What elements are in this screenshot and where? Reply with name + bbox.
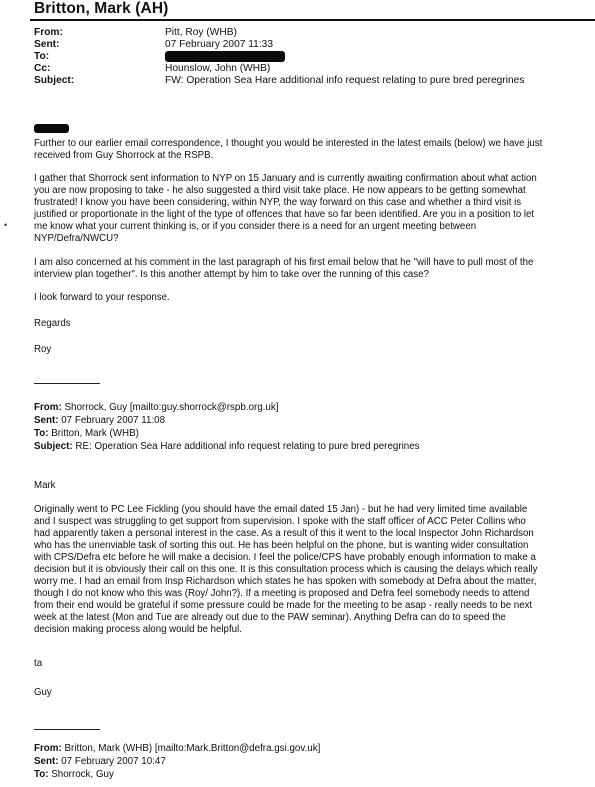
body-line: week at the latest (Mon and Tue are already out due to the PAW seminar). Anything Defra can do to speed the <box>34 612 506 623</box>
body-line: Originally went to PC Lee Fickling (you should have the email dated 15 Jan) - but he had very limited time available <box>34 504 528 515</box>
fwd1-sent-row <box>34 415 165 428</box>
fwd1-subject-label: Subject: <box>34 441 73 452</box>
body-line: Guy <box>34 687 52 698</box>
mailbox-owner-title: Britton, Mark (AH) <box>34 0 169 17</box>
fwd1-sent-value: 07 February 2007 11:08 <box>61 415 166 426</box>
body-line: NYP/Defra/NWCU? <box>34 233 119 244</box>
body-line: had apparently taken a personal interest in the case. As a result of this it went to the local Inspector John Richardson <box>34 528 534 539</box>
header-from-value: Pitt, Roy (WHB) <box>165 27 237 38</box>
salutation-mark <box>34 480 554 492</box>
body-line: and I suspect was struggling to get support from supervision. I spoke with the staff officer of ACC Peter Collins who <box>34 516 526 527</box>
body-line: I am also concerned at his comment in the last paragraph of his first email below that he "will have to pull most of the <box>34 257 534 268</box>
body-line: Mark <box>34 480 56 491</box>
header-cc-label: Cc: <box>34 63 51 74</box>
header-subject-value: FW: Operation Sea Hare additional info request relating to pure bred peregrines <box>165 75 525 86</box>
header-to-label: To: <box>34 51 50 62</box>
fwd1-from-row <box>34 402 278 415</box>
fwd2-sent-label: Sent: <box>34 756 59 767</box>
body-line: from their end would be grateful if some pressure could be made for the meeting to be asap - really needs to be next <box>34 600 533 611</box>
body-line: worry me. I had an email from Insp Richardson which states he has spoken with somebody at Defra about the matter, <box>34 576 537 587</box>
body-line: Further to our earlier email correspondence, I thought you would be interested in the latest emails (below) we have just <box>34 138 543 149</box>
body-line: though I do not know who this was (Roy/ John?). If a meeting is proposed and Defra feel somebody needs to attend <box>34 588 530 599</box>
regards-line <box>34 318 554 330</box>
fwd2-to-label: To: <box>34 769 49 780</box>
body-line: who has the unenviable task of sorting this out. He has been helpful on the phone, but is wanting wider consultation <box>34 540 529 551</box>
body-line: received from Guy Shorrock at the RSPB. <box>34 150 214 161</box>
body-line: you are now proposing to take - he also suggested a third visit take place. He now appears to be getting somewhat <box>34 185 526 196</box>
body-line: decision but it is obviously their call on this one. It is this consultation process which is causing the delays which really <box>34 564 538 575</box>
scan-mark: • <box>4 220 8 230</box>
title-divider <box>30 19 595 21</box>
fwd1-subject-row <box>34 441 420 454</box>
body-line: Roy <box>34 344 52 355</box>
header-sent-value: 07 February 2007 11:33 <box>165 39 273 50</box>
body-paragraph-3 <box>34 257 554 281</box>
fwd1-from-label: From: <box>34 402 62 413</box>
fwd1-subject-value: RE: Operation Sea Hare additional info request relating to pure bred peregrines <box>75 441 420 452</box>
fwd1-to-row <box>34 428 139 441</box>
signoff-ta <box>34 658 554 670</box>
fwd1-from-value: Shorrock, Guy [mailto:guy.shorrock@rspb.org.uk] <box>64 402 279 413</box>
body-paragraph-2 <box>34 173 554 245</box>
body-line: I gather that Shorrock sent information to NYP on 15 January and is currently awaiting confirmation about what action <box>34 173 537 184</box>
header-subject-label: Subject: <box>34 75 75 86</box>
header-cc-value: Hounslow, John (WHB) <box>165 63 271 74</box>
fwd2-to-row <box>34 769 114 782</box>
signature-roy <box>34 344 554 356</box>
salutation-redaction <box>34 120 69 138</box>
body-paragraph-1 <box>34 138 554 162</box>
body-line: me know what your current thinking is, or if you consider there is a need for an urgent meeting between <box>34 221 477 232</box>
body-line: interview plan together". Is this another attempt by him to take over the running of this case? <box>34 269 429 280</box>
fwd1-sent-label: Sent: <box>34 415 59 426</box>
header-sent-label: Sent: <box>34 39 60 50</box>
forward-separator-1 <box>34 383 100 384</box>
fwd1-to-label: To: <box>34 428 49 439</box>
body-line: Regards <box>34 318 71 329</box>
fwd2-from-value: Britton, Mark (WHB) [mailto:Mark.Britton@defra.gsi.gov.uk] <box>64 743 321 754</box>
forward-separator-2 <box>34 729 100 730</box>
fwd2-from-row <box>34 743 320 756</box>
fwd2-sent-value: 07 February 2007 10:47 <box>61 756 166 767</box>
fwd2-to-value: Shorrock, Guy <box>51 769 114 780</box>
body-line: frustrated! I know you have been considering, within NYP, the way forward on this case and whether a third visit is <box>34 197 522 208</box>
fwd2-from-label: From: <box>34 743 62 754</box>
fwd1-to-value: Britton, Mark (WHB) <box>51 428 139 439</box>
body-line: with CPS/Defra etc before he will make a decision. I feel the police/CPS have probably enough information to make a <box>34 552 536 563</box>
header-from-label: From: <box>34 27 63 38</box>
signature-guy <box>34 687 554 699</box>
body-line: justified or proportionate in the light of the type of offences that have so far been identified. Are you in a position to let <box>34 209 535 220</box>
body-line: I look forward to your response. <box>34 292 170 303</box>
guy-paragraph <box>34 504 554 636</box>
fwd2-sent-row <box>34 756 166 769</box>
body-paragraph-4 <box>34 292 554 304</box>
body-line: ta <box>34 658 43 669</box>
body-line: decision making process along would be helpful. <box>34 624 242 635</box>
